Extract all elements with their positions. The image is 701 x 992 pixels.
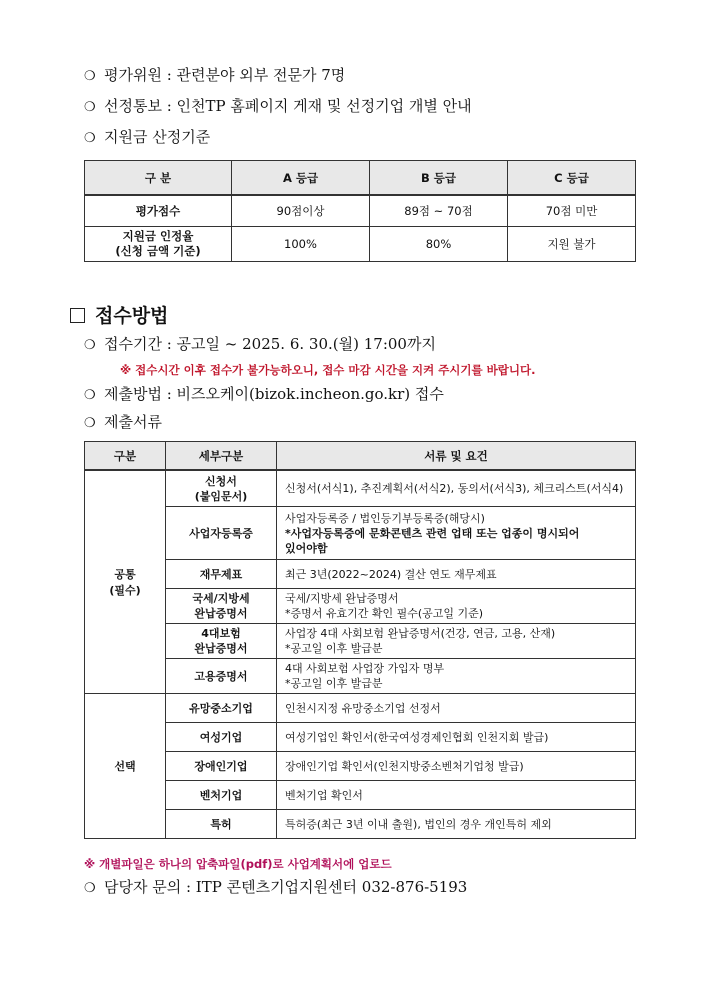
bullet-icon: ❍ [84,881,96,896]
table-row: 장애인기업 장애인기업 확인서(인천지방중소벤처기업청 발급) [85,752,636,781]
notification-line: ❍ 선정통보 : 인천TP 홈페이지 게재 및 선정기업 개별 안내 [84,97,472,115]
documents-line: ❍ 제출서류 [84,413,162,431]
table-row: 사업자등록증 사업자등록증 / 법인등기부등록증(해당시) *사업자등록증에 문화콘텐츠 관련 업태 또는 업종이 명시되어 있어야함 [85,507,636,560]
table-row: 벤처기업 벤처기업 확인서 [85,781,636,810]
bullet-icon: ❍ [84,69,96,84]
table-row: 공통 (필수) 신청서 (붙임문서) 신청서(서식1), 추진계획서(서식2), 동의서(서식3), 체크리스트(서식4) [85,470,636,507]
period-line: ❍ 접수기간 : 공고일 ~ 2025. 6. 30.(월) 17:00까지 [84,335,436,353]
submission-method-line: ❍ 제출방법 : 비즈오케이(bizok.incheon.go.kr) 접수 [84,385,444,403]
table-row: 국세/지방세 완납증명서 국세/지방세 완납증명서 *증명서 유효기간 확인 필수(공고일 기준) [85,589,636,624]
group-select: 선택 [85,694,166,839]
bullet-icon: ❍ [84,338,96,353]
table-row: 특허 특허증(최근 3년 이내 출원), 법인의 경우 개인특허 제외 [85,810,636,839]
grade-table [84,160,636,262]
evaluator-line: ❍ 평가위원 : 관련분야 외부 전문가 7명 [84,66,346,84]
documents-table [84,441,636,839]
subsidy-criteria-line: ❍ 지원금 산정기준 [84,128,211,146]
table-row: 4대보험 완납증명서 사업장 4대 사회보험 완납증명서(건강, 연금, 고용, 산재) *공고일 이후 발급분 [85,624,636,659]
bullet-icon: ❍ [84,388,96,403]
table-row: 재무제표 최근 3년(2022~2024) 결산 연도 재무제표 [85,560,636,589]
table-row: 선택 유망중소기업 인천시지정 유망중소기업 선정서 [85,694,636,723]
contact-line: ❍ 담당자 문의 : ITP 콘텐츠기업지원센터 032-876-5193 [84,878,468,896]
grade-header: B 등급 [370,161,508,196]
table-row: 고용증명서 4대 사회보험 사업장 가입자 명부 *공고일 이후 발급분 [85,659,636,694]
doc-header: 세부구분 [166,442,277,471]
deadline-warning: ※ 접수시간 이후 접수가 불가능하오니, 접수 마감 시간을 지켜 주시기를 바랍니다. [120,363,536,377]
bullet-icon: ❍ [84,131,96,146]
table-row: 여성기업 여성기업인 확인서(한국여성경제인협회 인천지회 발급) [85,723,636,752]
doc-header: 서류 및 요건 [277,442,636,471]
grade-header: 구 분 [85,161,232,196]
doc-header: 구분 [85,442,166,471]
grade-header: C 등급 [508,161,636,196]
bullet-icon: ❍ [84,100,96,115]
grade-header: A 등급 [232,161,370,196]
group-common: 공통 (필수) [85,470,166,694]
upload-note: ※ 개별파일은 하나의 압축파일(pdf)로 사업계획서에 업로드 [84,857,392,871]
table-row: 평가점수 90점이상 89점 ~ 70점 70점 미만 [85,195,636,227]
section-heading: 접수방법 [70,301,168,328]
table-row: 지원금 인정율 (신청 금액 기준) 100% 80% 지원 불가 [85,227,636,262]
bullet-icon: ❍ [84,416,96,431]
checkbox-square-icon [70,308,85,323]
